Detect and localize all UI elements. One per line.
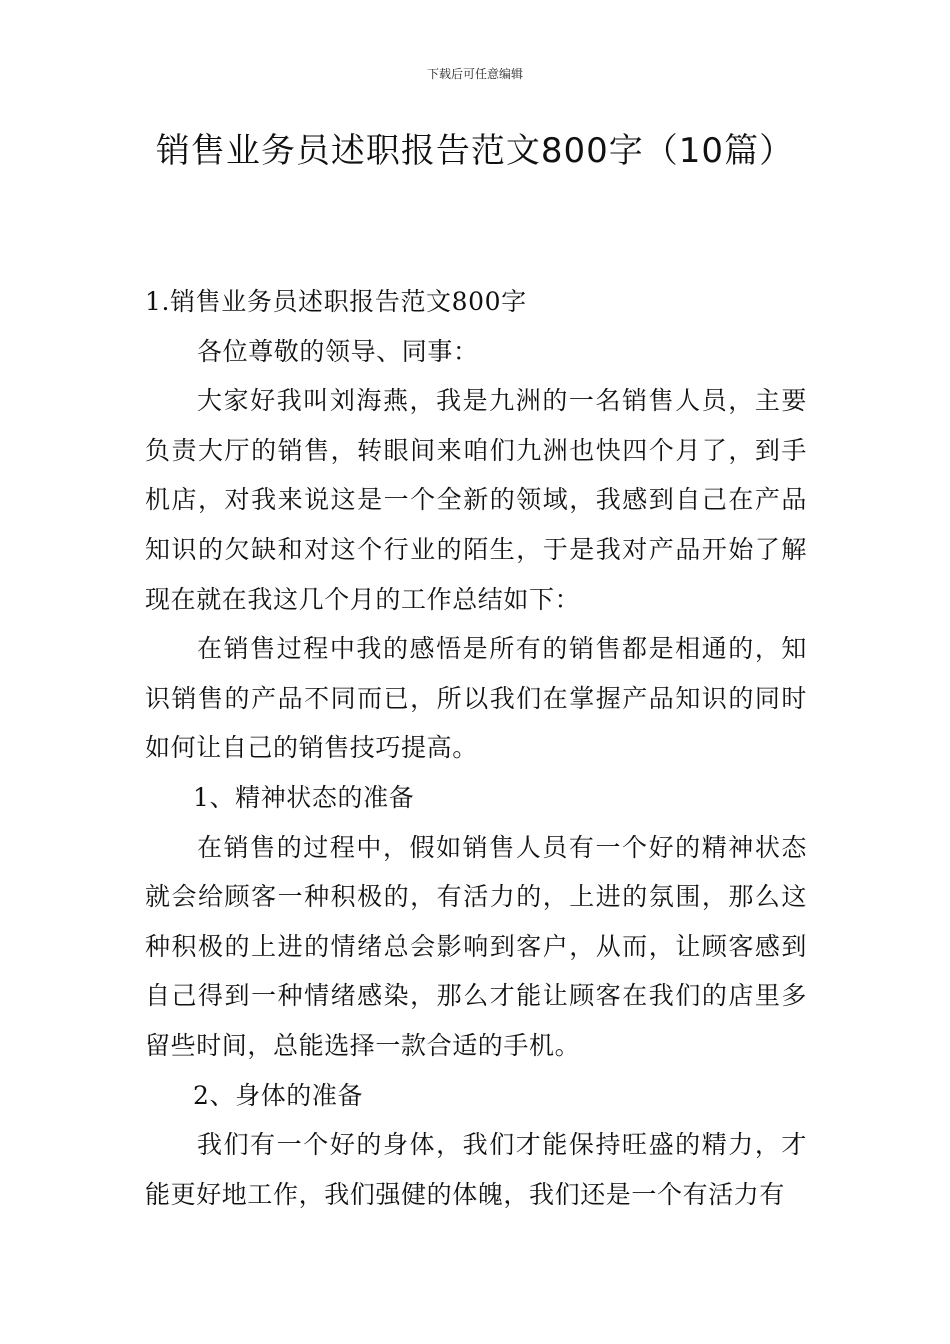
paragraph-mental-state: 在销售的过程中，假如销售人员有一个好的精神状态就会给顾客一种积极的，有活力的，上进的氛围，那么这种积极的上进的情绪总会影响到客户，从而，让顾客感到自己得到一种情绪感染，那么才能让顾客在我们的店里多留些时间，总能选择一款合适的手机。 xyxy=(145,832,807,1060)
header-note: 下载后可任意编辑 xyxy=(426,67,523,81)
paragraph-physical: 我们有一个好的身体，我们才能保持旺盛的精力，才能更好地工作，我们强健的体魄，我们还是一个有活力有 xyxy=(145,1130,807,1209)
paragraph-intro: 大家好我叫刘海燕，我是九洲的一名销售人员，主要负责大厅的销售，转眼间来咱们九洲也快四个月了，到手机店，对我来说这是一个全新的领域，我感到自己在产品知识的欠缺和对这个行业的陌生，于是我对产品开始了解现在就在我这几个月的工作总结如下： xyxy=(145,386,807,614)
salutation: 各位尊敬的领导、同事： xyxy=(197,336,479,366)
point-heading-physical: 2、身体的准备 xyxy=(193,1080,364,1110)
paragraph-insight: 在销售过程中我的感悟是所有的销售都是相通的，知识销售的产品不同而已，所以我们在掌握产品知识的同时如何让自己的销售技巧提高。 xyxy=(145,634,807,763)
document-body xyxy=(145,277,807,1219)
section-heading: 1.销售业务员述职报告范文800字 xyxy=(145,287,527,316)
document-title: 销售业务员述职报告范文800字（10篇） xyxy=(155,131,795,171)
point-heading-mental-state: 1、精神状态的准备 xyxy=(193,782,415,812)
